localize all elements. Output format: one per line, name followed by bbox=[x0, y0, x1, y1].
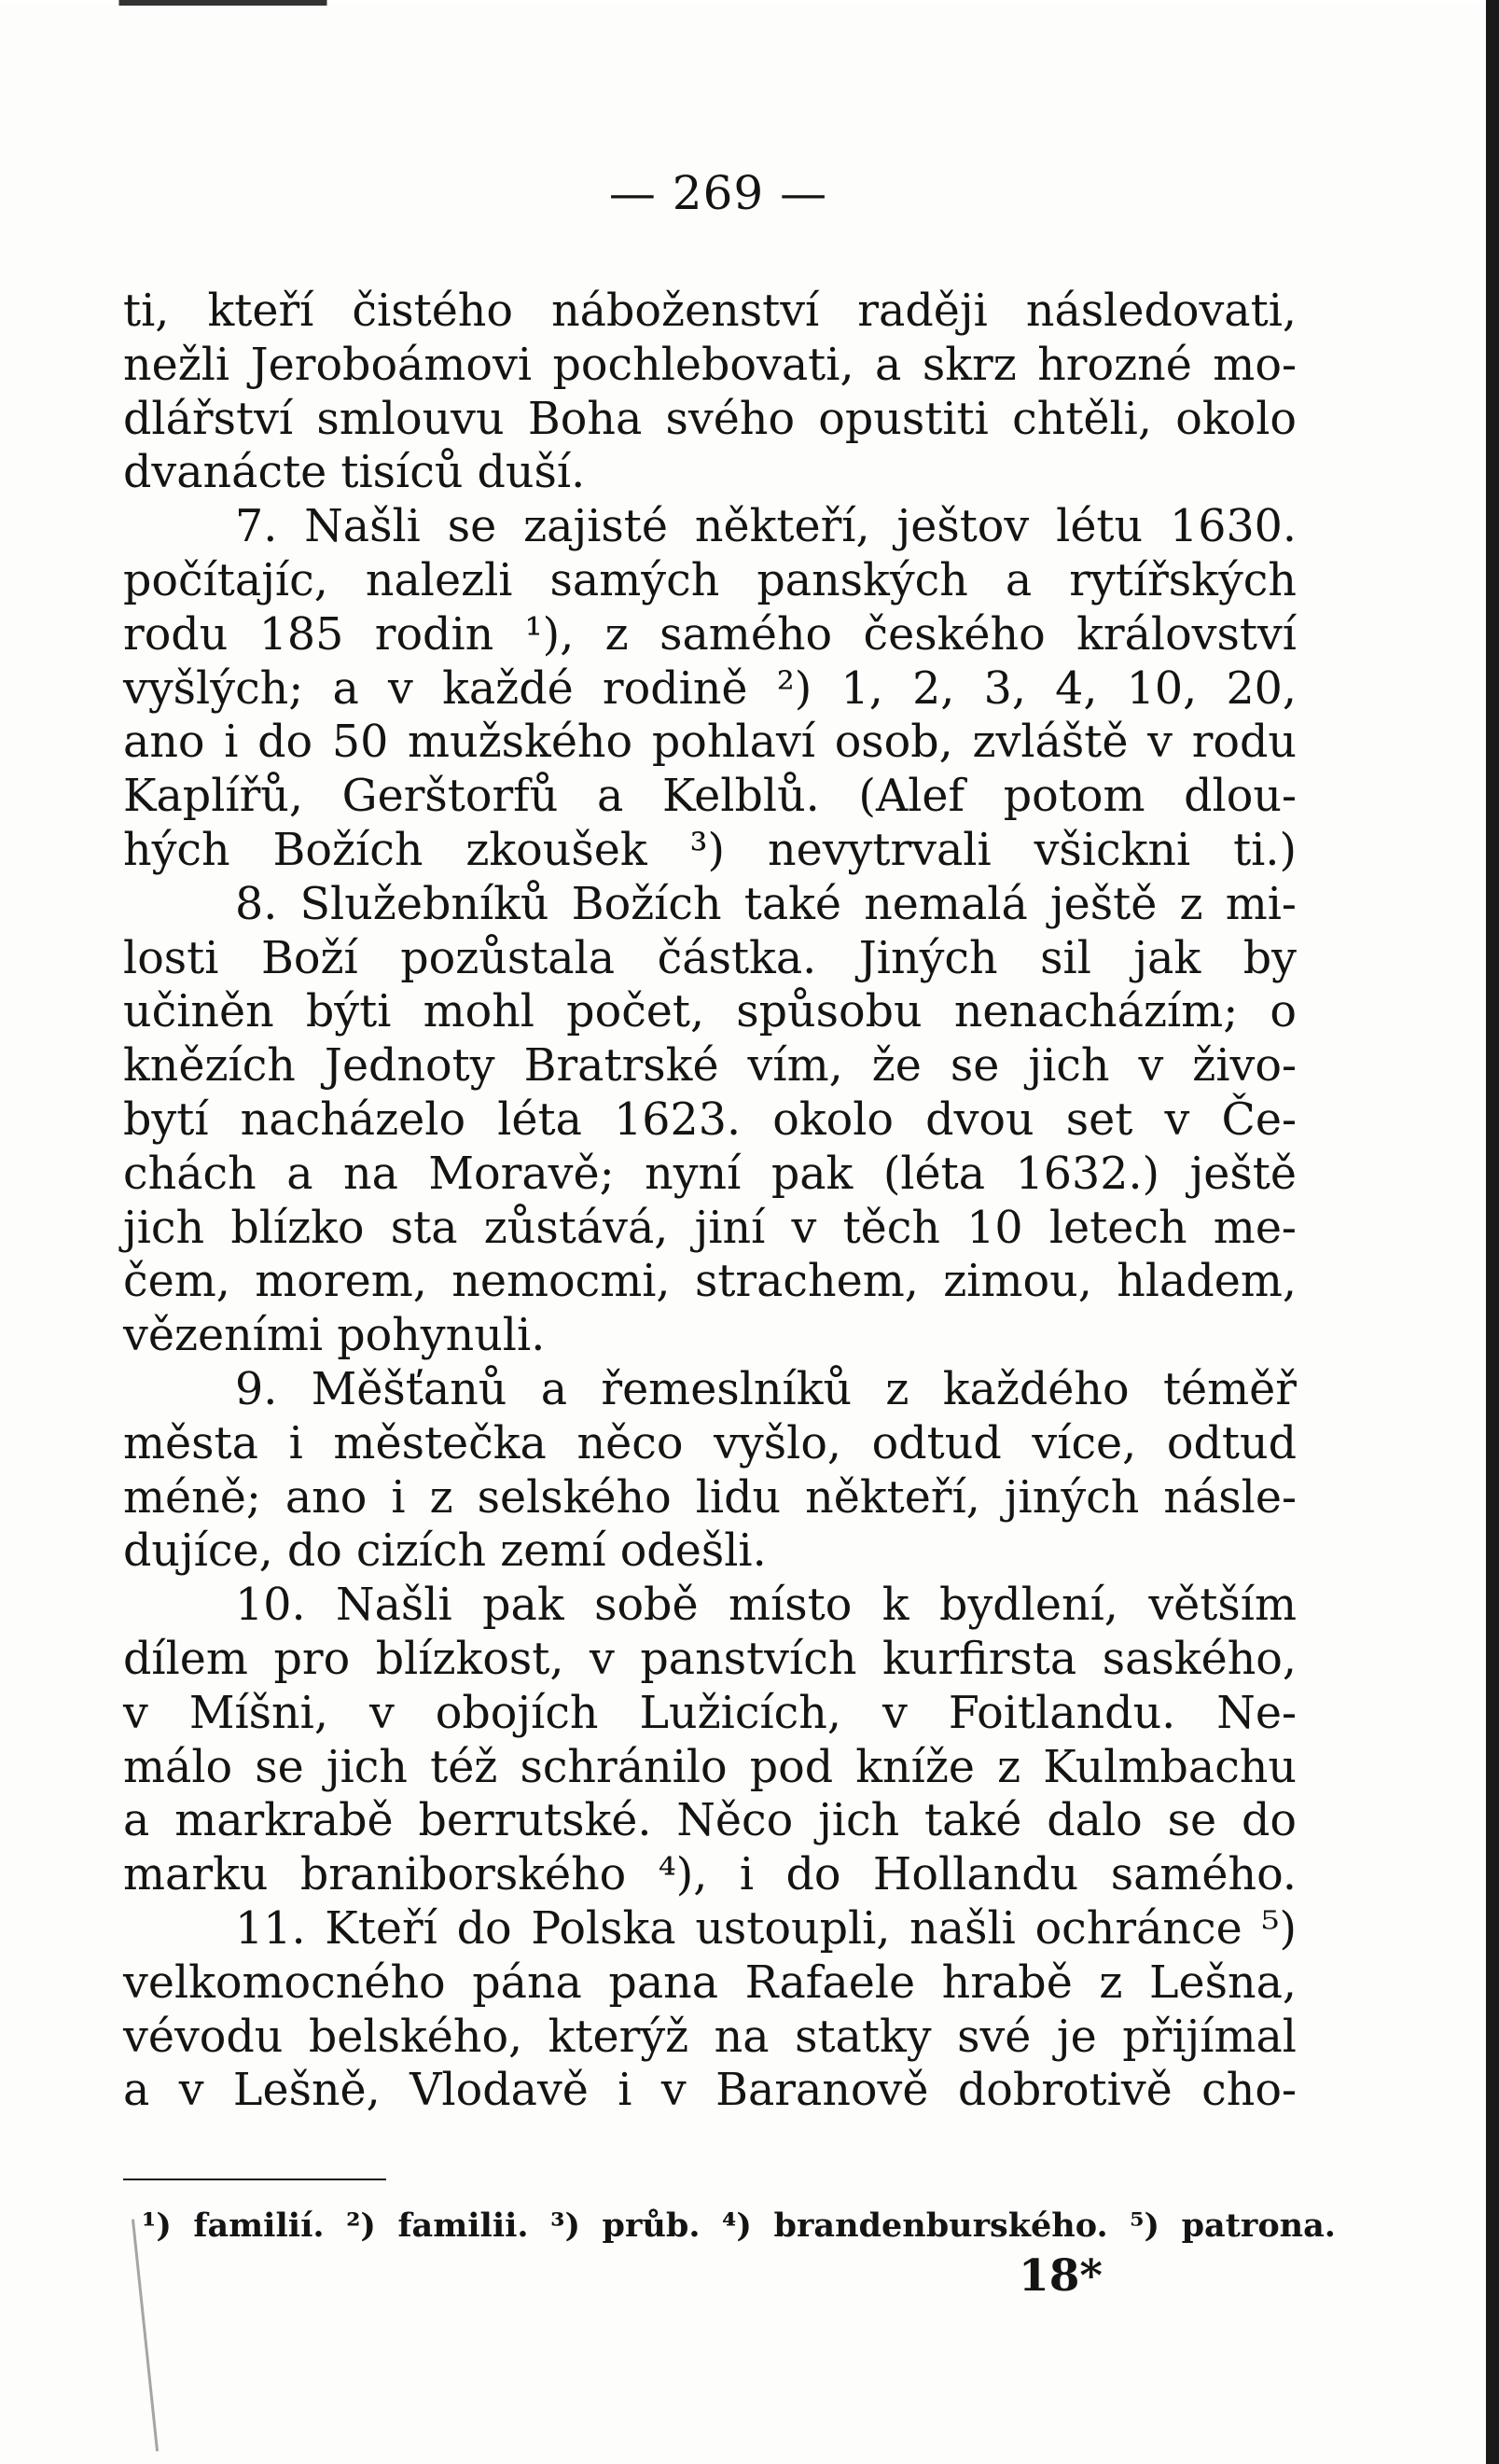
text-line: málo se jich též schránilo pod kníže z Kulmbachu bbox=[123, 1741, 1297, 1793]
text-line: vyšlých; a v každé rodině ²) 1, 2, 3, 4, 10, 20, bbox=[123, 662, 1297, 715]
text-line: bytí nacházelo léta 1623. okolo dvou set v Če- bbox=[123, 1093, 1297, 1146]
footnote-divider bbox=[123, 2179, 386, 2180]
text-line: dujíce, do cizích zemí odešli. bbox=[123, 1525, 767, 1578]
text-line: ano i do 50 mužského pohlaví osob, zvláště v rodu bbox=[123, 717, 1297, 769]
text-line: nežli Jeroboámovi pochlebovati, a skrz hrozné mo- bbox=[123, 339, 1297, 391]
text-line: vězeními pohynuli. bbox=[123, 1310, 546, 1362]
text-line: rodu 185 rodin ¹), z samého českého království bbox=[123, 608, 1297, 661]
text-line: a v Lešně, Vlodavě i v Baranově dobrotivě cho- bbox=[123, 2065, 1297, 2117]
text-line: města i městečka něco vyšlo, odtud více, odtud bbox=[123, 1417, 1297, 1469]
text-line: počítajíc, nalezli samých panských a rytířských bbox=[123, 554, 1297, 606]
text-line: a markrabě berrutské. Něco jich také dalo se do bbox=[123, 1795, 1297, 1847]
text-line: chách a na Moravě; nyní pak (léta 1632.) ještě bbox=[123, 1148, 1297, 1200]
margin-mark bbox=[132, 2220, 159, 2452]
page-top-edge bbox=[0, 0, 1486, 6]
text-line: hých Božích zkoušek ³) nevytrvali všickni ti.) bbox=[123, 824, 1297, 876]
text-line: dílem pro blízkost, v panstvích kurfirsta saského, bbox=[123, 1633, 1297, 1685]
text-line: marku braniborského ⁴), i do Hollandu samého. bbox=[123, 1849, 1297, 1901]
text-line: dlářství smlouvu Boha svého opustiti chtěli, okolo bbox=[123, 393, 1297, 445]
text-line: losti Boží pozůstala částka. Jiných sil jak by bbox=[123, 932, 1297, 984]
text-line: učiněn býti mohl počet, spůsobu nenacházím; o bbox=[123, 986, 1297, 1038]
text-line: dvanácte tisíců duší. bbox=[123, 447, 586, 499]
page-number: — 269 — bbox=[608, 166, 828, 220]
text-line: 11. Kteří do Polska ustoupli, našli ochránce ⁵) bbox=[235, 1902, 1297, 1955]
text-line: čem, morem, nemocmi, strachem, zimou, hladem, bbox=[123, 1256, 1297, 1308]
text-line: 10. Našli pak sobě místo k bydlení, větším bbox=[235, 1580, 1297, 1632]
body-text bbox=[123, 285, 1297, 2118]
text-line: knězích Jednoty Bratrské vím, že se jich v živo- bbox=[123, 1040, 1297, 1093]
text-line: vévodu belského, kterýž na statky své je přijímal bbox=[123, 2011, 1297, 2063]
text-line: velkomocného pána pana Rafaele hrabě z Lešna, bbox=[123, 1956, 1297, 2009]
text-line: 7. Našli se zajisté někteří, ještov létu 1630. bbox=[235, 501, 1297, 553]
text-line: méně; ano i z selského lidu někteří, jiných násle- bbox=[123, 1471, 1297, 1524]
text-line: Kaplířů, Gerštorfů a Kelblů. (Alef potom dlou- bbox=[123, 771, 1297, 823]
text-line: ti, kteří čistého náboženství raději následovati, bbox=[123, 285, 1297, 337]
text-line: v Míšni, v obojích Lužicích, v Foitlandu. Ne- bbox=[123, 1687, 1297, 1739]
text-line: jich blízko sta zůstává, jiní v těch 10 letech me- bbox=[123, 1202, 1297, 1254]
text-line: 8. Služebníků Božích také nemalá ještě z mi- bbox=[235, 878, 1297, 930]
footnotes: ¹) familií. ²) familii. ³) průb. ⁴) brandenburského. ⁵) patrona. bbox=[142, 2206, 1336, 2245]
text-line: 9. Měšťanů a řemeslníků z každého téměř bbox=[235, 1363, 1297, 1415]
printer-signature: 18* bbox=[1019, 2250, 1103, 2302]
